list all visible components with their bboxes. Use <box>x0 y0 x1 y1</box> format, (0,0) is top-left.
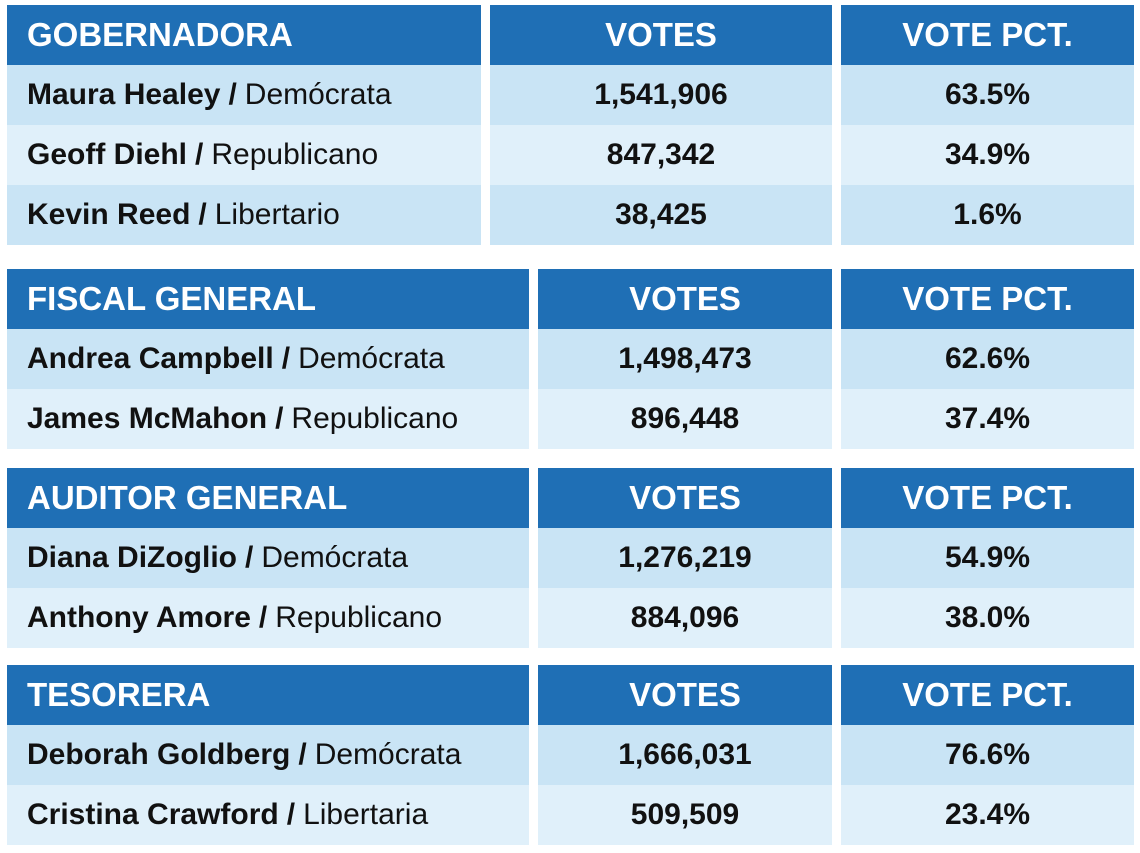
votes-value: 847,342 <box>490 125 832 185</box>
vote-pct-value: 37.4% <box>841 389 1134 449</box>
race-table-fiscal-general <box>0 269 1140 449</box>
race-title: TESORERA <box>7 665 529 725</box>
candidate-name: Cristina Crawford <box>27 798 279 831</box>
candidate-name: Diana DiZoglio <box>27 541 237 574</box>
votes-value: 1,541,906 <box>490 65 832 125</box>
candidate-party: Republicano <box>291 402 459 435</box>
vote-pct-header: VOTE PCT. <box>841 269 1134 329</box>
race-table-auditor-general <box>0 468 1140 648</box>
vote-pct-value: 1.6% <box>841 185 1134 245</box>
candidate-name: James McMahon <box>27 402 268 435</box>
separator: / <box>245 541 254 574</box>
vote-pct-header: VOTE PCT. <box>841 665 1134 725</box>
candidate-cell <box>7 185 481 245</box>
vote-pct-header: VOTE PCT. <box>841 5 1134 65</box>
candidate-cell <box>7 125 481 185</box>
votes-value: 509,509 <box>538 785 832 845</box>
candidate-party: Demócrata <box>314 738 462 771</box>
race-title: FISCAL GENERAL <box>7 269 529 329</box>
separator: / <box>198 198 207 231</box>
separator: / <box>281 342 291 375</box>
candidate-cell <box>7 785 529 845</box>
separator: / <box>228 78 237 111</box>
vote-pct-value: 23.4% <box>841 785 1134 845</box>
candidate-party: Libertaria <box>303 798 429 831</box>
candidate-name: Kevin Reed <box>27 198 191 231</box>
candidate-name: Geoff Diehl <box>27 138 188 171</box>
race-title: AUDITOR GENERAL <box>7 468 529 528</box>
votes-header: VOTES <box>538 468 832 528</box>
candidate-cell <box>7 389 529 449</box>
candidate-party: Demócrata <box>261 541 409 574</box>
votes-header: VOTES <box>490 5 832 65</box>
separator: / <box>286 798 296 831</box>
votes-value: 38,425 <box>490 185 832 245</box>
votes-value: 1,276,219 <box>538 528 832 588</box>
votes-value: 896,448 <box>538 389 832 449</box>
separator: / <box>275 402 284 435</box>
candidate-party: Republicano <box>275 601 443 634</box>
candidate-party: Demócrata <box>244 78 392 111</box>
vote-pct-value: 62.6% <box>841 329 1134 389</box>
vote-pct-header: VOTE PCT. <box>841 468 1134 528</box>
candidate-party: Libertario <box>214 198 340 231</box>
votes-header: VOTES <box>538 665 832 725</box>
candidate-cell <box>7 65 481 125</box>
vote-pct-value: 34.9% <box>841 125 1134 185</box>
candidate-name: Andrea Campbell <box>27 342 274 375</box>
candidate-name: Anthony Amore <box>27 601 251 634</box>
separator: / <box>298 738 307 771</box>
vote-pct-value: 38.0% <box>841 588 1134 648</box>
candidate-name: Maura Healey <box>27 78 221 111</box>
vote-pct-value: 54.9% <box>841 528 1134 588</box>
race-title: GOBERNADORA <box>7 5 481 65</box>
candidate-cell <box>7 329 529 389</box>
separator: / <box>258 601 268 634</box>
votes-header: VOTES <box>538 269 832 329</box>
candidate-party: Republicano <box>211 138 379 171</box>
votes-value: 1,666,031 <box>538 725 832 785</box>
vote-pct-value: 63.5% <box>841 65 1134 125</box>
separator: / <box>195 138 204 171</box>
votes-value: 1,498,473 <box>538 329 832 389</box>
race-table-tesorera <box>0 665 1140 845</box>
candidate-cell <box>7 725 529 785</box>
candidate-party: Demócrata <box>298 342 445 375</box>
race-table-gobernadora <box>0 5 1140 248</box>
candidate-name: Deborah Goldberg <box>27 738 291 771</box>
vote-pct-value: 76.6% <box>841 725 1134 785</box>
candidate-cell <box>7 528 529 588</box>
votes-value: 884,096 <box>538 588 832 648</box>
candidate-cell <box>7 588 529 648</box>
